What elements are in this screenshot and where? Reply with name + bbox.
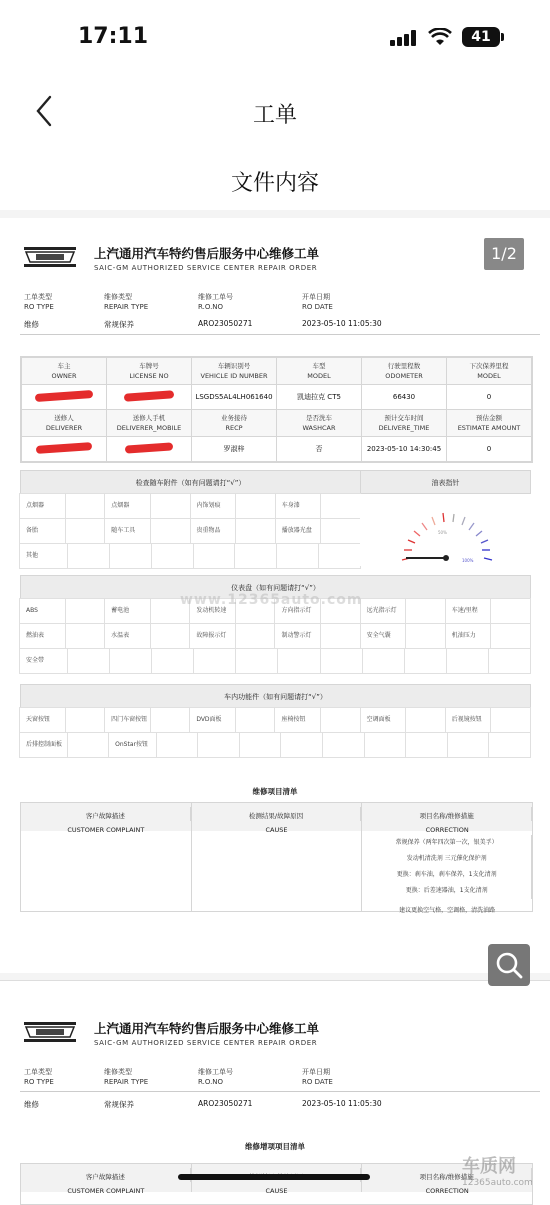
vehicle-info-table: 车主 OWNER 车牌号 LICENSE NO 车辆识别号 VEHICLE ID NUMBER 车型 MODEL 行驶里程数 ODOMETER 下次保养里程 MODEL LSGDS5AL4LH061640 凯迪拉克 CT5 66430 0 送修人 DELIVERER 送修人手机 DELIVERER_MOBILE 业务接待 RECP 是否洗车 WASHCAR 预计交车时间 DELIVERE_TIME 预估金额 ESTIMATE AMOUNT 罗淑梓 否 2023-05-10 14:30:45 0 [20,356,533,463]
divider [20,1091,540,1092]
cadillac-logo [22,244,78,270]
document-header [20,236,540,286]
document-subtitle: SAIC-GM AUTHORIZED SERVICE CENTER REPAIR ORDER [94,264,318,272]
battery-icon: 41 [462,27,500,47]
meta-labels: 工单类型 RO TYPE 维修类型 REPAIR TYPE 维修工单号 R.O.NO 开单日期 RO DATE [24,293,333,311]
section-subtitle: 文件内容 [230,171,319,196]
cause-cell [192,831,363,911]
brand-watermark: 车质网 [462,1156,516,1177]
fuel-gauge [360,494,531,566]
search-icon [488,944,530,986]
repair-addition-title: 维修增项项目清单 [245,1142,305,1151]
repair-list-title: 维修项目清单 [252,787,298,796]
page-indicator: 1/2 [484,238,524,270]
interior-grid: 天窗按钮 四门车窗按钮 DVD面板 座椅按钮 空调面板 后视镜按钮 后排控制面板 OnStar按钮 [20,708,531,758]
document-title: 上汽通用汽车特约售后服务中心维修工单 [94,1021,320,1036]
status-time: 17:11 [78,24,149,49]
brand-watermark-url: 12365auto.com [462,1178,533,1188]
dashboard-grid: ABS 蓄电池 发动机转速 方向指示灯 远光指示灯 车速/里程 燃油表 水温表 故障报示灯 制动警示灯 安全气囊 机油压力 安全带 [20,599,531,674]
svg-text:100%: 100% [462,558,474,563]
meta-values-p2: 维修 常规保养 ARO23050271 2023-05-10 11:05:30 [24,1099,382,1109]
meta-labels-p2: 工单类型 RO TYPE 维修类型 REPAIR TYPE 维修工单号 R.O.NO 开单日期 RO DATE [24,1068,333,1086]
cadillac-logo [22,1019,78,1045]
document-subtitle: SAIC-GM AUTHORIZED SERVICE CENTER REPAIR ORDER [94,1039,318,1047]
interior-header: 车内功能件（如有问题请打“√”） [20,684,531,708]
document-viewer[interactable] [0,210,550,1195]
home-indicator[interactable] [178,1174,370,1180]
redaction-mark [125,442,173,453]
document-header-p2 [20,1011,540,1061]
wifi-icon [428,28,452,46]
redaction-mark [35,390,93,402]
redaction-mark [36,442,92,454]
battery-tip [501,33,504,41]
svg-text:50%: 50% [438,530,447,535]
watermark-text: www.12365auto.com [180,592,363,608]
repair-table-p2: 客户故障描述 CUSTOMER COMPLAINT CAUSE 项目名称/维修措施 CORRECTION [20,1163,533,1205]
zoom-search-button[interactable] [488,944,530,986]
correction-cell: 常规保养（两年四次第一次，银美孚） 发动机清洗剂 三元催化保护剂 更换：刹车油，刹车保养，1支化清剂 更换：后差速器油，1支化清剂 建议更换空气格，空调格，清洗油路 [362,831,532,911]
repair-table: 客户故障描述 CUSTOMER COMPLAINT 检测结果/故障原因 CAUSE 项目名称/维修措施 CORRECTION 常规保养（两年四次第一次，银美孚） 发动机清洗剂 三元催化保护剂 更换：刹车油，刹车保养，1支化清剂 更换：后差速器油，1支化清剂 建议更换空气格，空调格，清洗油路 [20,802,533,912]
page-title: 工单 [252,103,297,128]
accessories-grid: 点烟器 点烟器 内饰划痕 车身漆 备胎 随车工具 贵重物品 播放器光盘 其他 [20,494,361,569]
cellular-signal-icon [390,30,420,46]
fuel-gauge-header: 油表指针 [360,470,531,494]
accessories-header: 检查随车附件（如有问题请打“√”） [20,470,361,494]
redaction-mark [124,390,174,401]
document-title: 上汽通用汽车特约售后服务中心维修工单 [94,246,320,261]
nav-bar [0,80,550,140]
divider [20,334,540,335]
status-bar [0,0,550,75]
dashboard-header: 仪表盘（如有问题请打“√”） [20,575,531,599]
meta-values: 维修 常规保养 ARO23050271 2023-05-10 11:05:30 [24,319,382,329]
customer-complaint-cell [21,831,192,911]
